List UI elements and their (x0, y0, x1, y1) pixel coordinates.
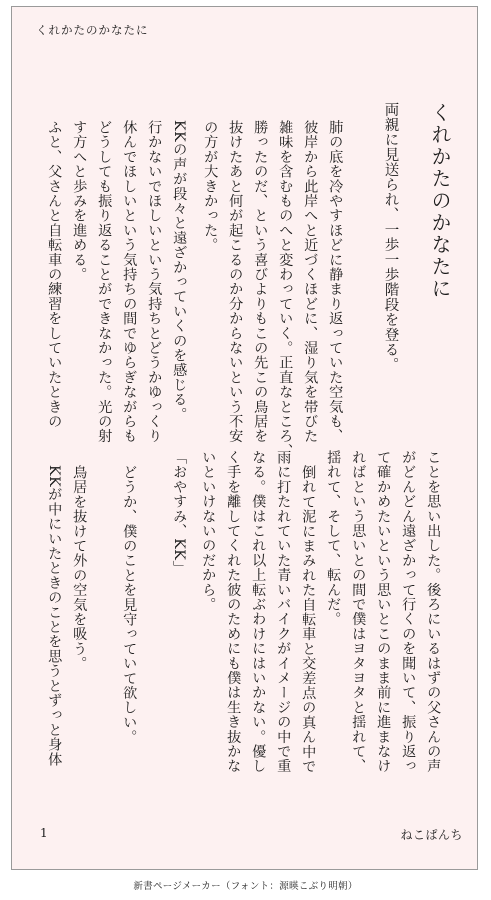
body-line: 肺の底を冷やすほどに静まり返っていた空気も、 (327, 120, 344, 444)
running-header: くれかたのかなたに (36, 23, 149, 37)
body-line: て確かめたいという思いとこのまま前に進まなけ (375, 450, 392, 774)
body-line: 行かないでほしいという気持ちとどうかゆっくり (146, 120, 163, 444)
page-number: 1 (40, 826, 48, 840)
body-line: KKの声が段々と遠ざかっていくのを感じる。 (171, 120, 188, 422)
body-line: 彼岸から此岸へと近づくほどに、湿り気を帯びた (302, 120, 319, 444)
body-line: 倒れて泥にまみれた自転車と交差点の真ん中で (300, 465, 317, 774)
author-name: ねこぱんち (400, 828, 463, 842)
body-line: の方が大きかった。 (202, 120, 219, 253)
footer-credit: 新書ページメーカー（フォント：源暎こぶり明朝） (133, 881, 358, 892)
body-line: 「おやすみ、KK」 (171, 450, 188, 576)
body-line: 抜けたあと何が起こるのか分からないという不安 (227, 120, 244, 444)
body-line: いといけないのだから。 (200, 450, 217, 612)
body-line: KKが中にいたときのことを思うとずっと身体 (46, 465, 63, 767)
body-line: く手を離してくれた彼のためにも僕は生き抜かな (225, 450, 242, 774)
body-line: ふと、父さんと自転車の練習をしていたときの (46, 120, 63, 429)
body-line: どうしても振り返ることができなかった。光の射 (96, 120, 113, 444)
body-line: 鳥居を抜けて外の空気を吸う。 (71, 465, 88, 671)
body-line: ればという思いとの間で僕はヨタヨタと揺れて、 (350, 450, 367, 774)
story-title: くれかたのかなたに (428, 102, 452, 300)
body-line: 勝ったのだ、という喜びよりもこの先この鳥居を (252, 120, 269, 444)
body-line: 休んでほしいという気持ちの間でゆらぎながらも (121, 120, 138, 444)
story-subtitle: 両親に見送られ、一歩一歩階段を登る。 (382, 102, 399, 372)
body-line: 揺れて、そして、転んだ。 (325, 450, 342, 627)
body-line: がどんどん遠ざかって行くのを聞いて、振り返っ (400, 450, 417, 774)
body-line: どうか、僕のことを見守っていて欲しい。 (121, 465, 138, 745)
body-line: なる。僕はこれ以上転ぶわけにはいかない。優し (250, 450, 267, 774)
body-line: 雑味を含むものへと変わっていく。正直なところ、 (277, 120, 294, 459)
body-line: 雨に打たれていた青いバイクがイメージの中で重 (275, 450, 292, 774)
body-line: ことを思い出した。後ろにいるはずの父さんの声 (425, 450, 442, 774)
body-line: す方へと歩みを進める。 (71, 120, 88, 282)
